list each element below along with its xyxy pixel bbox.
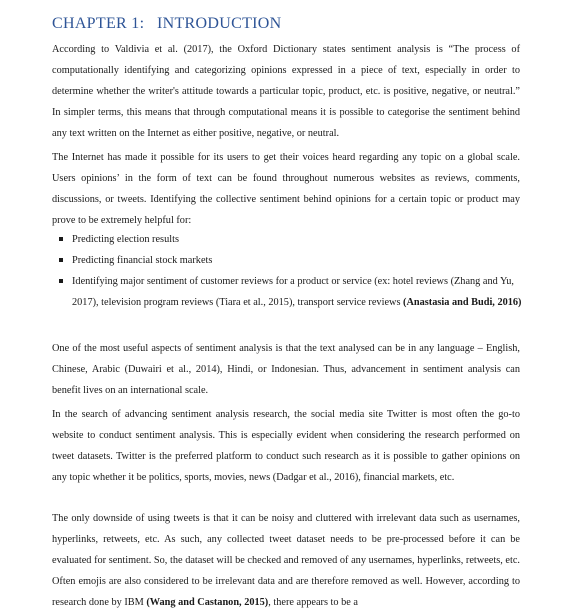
paragraph-twitter: In the search of advancing sentiment analysis research, the social media site Twitter is most often the go-to website to conduct sentiment analysis. This is especially evident when considering the research performed on tweet datasets. Twitter is the preferred platform to conduct such research as it is possible to gather opinions on any topic whether it be politics, sports, movies, news (Dadgar et al., 2016), financial markets, etc. <box>52 409 520 483</box>
paragraph-text: The only downside of using tweets is that it can be noisy and cluttered with irrelevant data such as usernames, hyperlinks, retweets, etc. As such, any collected tweet dataset needs to be pre-processed before it can be evaluated for sentiment. So, the dataset will be checked and removed of any usernames, hyperlinks, retweets, etc. Often emojis are also considered to be irrelevant data and are therefore removed as well. However, according to research done by IBM <box>52 513 520 608</box>
chapter-heading <box>52 15 281 33</box>
citation-bold: (Wang and Castanon, 2015) <box>146 597 269 608</box>
list-item <box>52 250 522 271</box>
paragraph-preprocessing <box>52 508 520 613</box>
chapter-title: INTRODUCTION <box>157 15 282 32</box>
chapter-number: CHAPTER 1: <box>52 15 145 32</box>
bullet-marker <box>59 237 63 241</box>
list-item <box>52 229 522 250</box>
bullet-marker <box>59 258 63 262</box>
citation-bold: (Anastasia and Budi, 2016) <box>403 297 522 308</box>
paragraph-text-tail: , there appears to be a <box>268 597 359 608</box>
list-item-text-main: Identifying major sentiment of customer reviews for a product or service (ex: hotel reviews (Zhang and Yu, 2017), television program reviews (Tiara et al., 2015), transport service reviews <box>72 276 514 308</box>
list-item-text: Predicting election results <box>72 234 179 245</box>
use-case-list <box>52 229 522 313</box>
paragraph-definition: According to Valdivia et al. (2017), the Oxford Dictionary states sentiment analysis is “The process of computationally identifying and categorizing opinions expressed in a piece of text, especially in order to determine whether the writer's attitude towards a particular topic, product, etc. is positive, negative, or neutral.” In simpler terms, this means that through computational means it is possible to categorise the sentiment behind any text written on the Internet as either positive, negative, or neutral. <box>52 44 520 139</box>
paragraph-languages: One of the most useful aspects of sentiment analysis is that the text analysed can be in any language – English, Chinese, Arabic (Duwairi et al., 2014), Hindi, or Indonesian. Thus, advancement in sentiment analysis can benefit lives on an international scale. <box>52 343 520 396</box>
list-item-text: Predicting financial stock markets <box>72 255 213 266</box>
list-item-text <box>72 271 522 313</box>
paragraph-internet-opinions: The Internet has made it possible for its users to get their voices heard regarding any topic on a global scale. Users opinions’ in the form of text can be found throughout numerous websites as reviews, comments, discussions, or tweets. Identifying the collective sentiment behind opinions for a certain topic or product may prove to be extremely helpful for: <box>52 152 520 226</box>
list-item <box>52 271 522 313</box>
bullet-marker <box>59 279 63 283</box>
